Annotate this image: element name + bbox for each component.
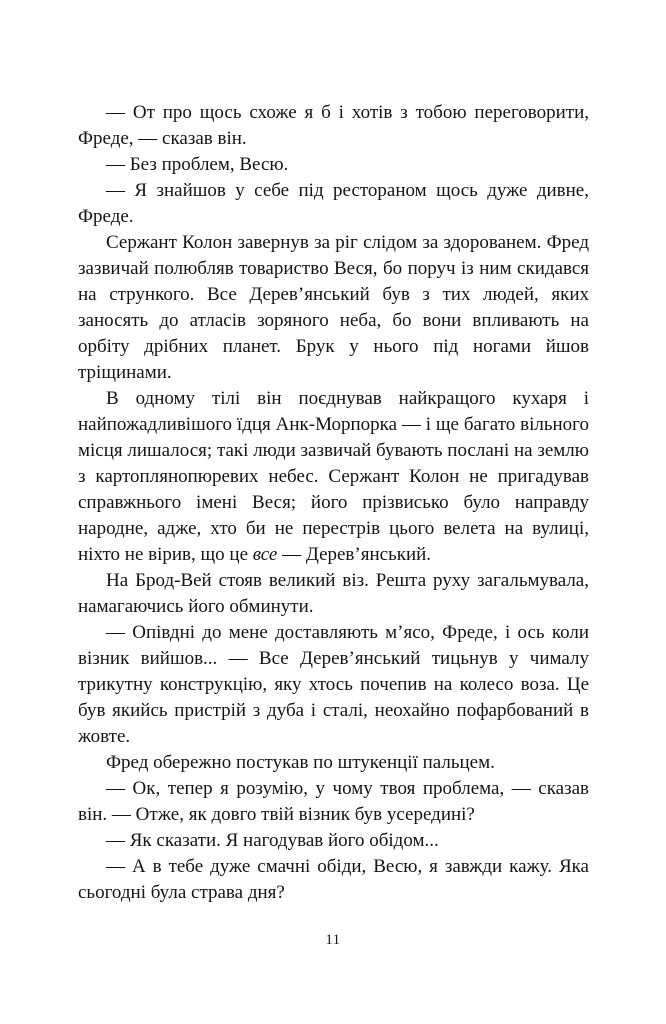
text-segment: Фред обережно постукав по штукенції пальцем. [106,752,495,773]
paragraph-3 [78,178,589,230]
paragraph-9 [78,776,589,828]
italic-text: все [252,544,278,565]
text-segment: — Дерев’янський. [277,544,432,565]
page-number: 11 [325,932,341,948]
text-segment: — Як сказати. Я нагодував його обідом... [106,830,439,851]
text-column [78,100,589,906]
text-segment: — Ок, тепер я розумію, у чому твоя проблема, — сказав він. — Отже, як довго твій візник був усередині? [78,778,589,825]
paragraph-8 [78,750,589,776]
text-segment: — А в тебе дуже смачні обіди, Весю, я завжди кажу. Яка сьогодні була страва дня? [78,856,589,903]
text-segment: — Опівдні до мене доставляють м’ясо, Фреде, і ось коли візник вийшов... — Все Дерев’янський тицьнув у чималу трикутну конструкцію, яку хтось почепив на колесо воза. Це був якийсь пристрій з дуба і сталі, неохайно пофарбований в жовте. [78,622,589,747]
paragraph-4 [78,230,589,386]
text-segment: На Брод-Вей стояв великий віз. Решта руху загальмувала, намагаючись його обминути. [78,570,589,617]
paragraph-7 [78,620,589,750]
text-segment: — Я знайшов у себе під рестораном щось дуже дивне, Фреде. [78,180,589,227]
paragraph-10 [78,828,589,854]
paragraph-5 [78,386,589,568]
paragraph-2 [78,152,589,178]
text-segment: Сержант Колон завернув за ріг слідом за здорованем. Фред зазвичай полюбляв товариство Веся, бо поруч із ним скидався на стрункого. Все Дерев’янський був з тих людей, яких заносять до атласів зоряного неба, бо вони впливають на орбіту дрібних планет. Брук у нього під ногами йшов тріщинами. [78,232,589,383]
paragraph-6 [78,568,589,620]
text-segment: В одному тілі він поєднував найкращого кухаря і найпожадливішого їдця Анк-Морпорка — і ще багато вільного місця лишалося; такі люди зазвичай бувають послані на землю з картоплянопюревих небес. Сержант Колон не пригадував справжнього імені Веся; його прізвисько було направду народне, адже, хто би не перестрів цього велета на вулиці, ніхто не вірив, що це [78,388,589,565]
paragraph-11 [78,854,589,906]
text-segment: — Без проблем, Весю. [106,154,289,175]
text-segment: — От про щось схоже я б і хотів з тобою переговорити, Фреде, — сказав він. [78,102,589,149]
paragraph-1 [78,100,589,152]
